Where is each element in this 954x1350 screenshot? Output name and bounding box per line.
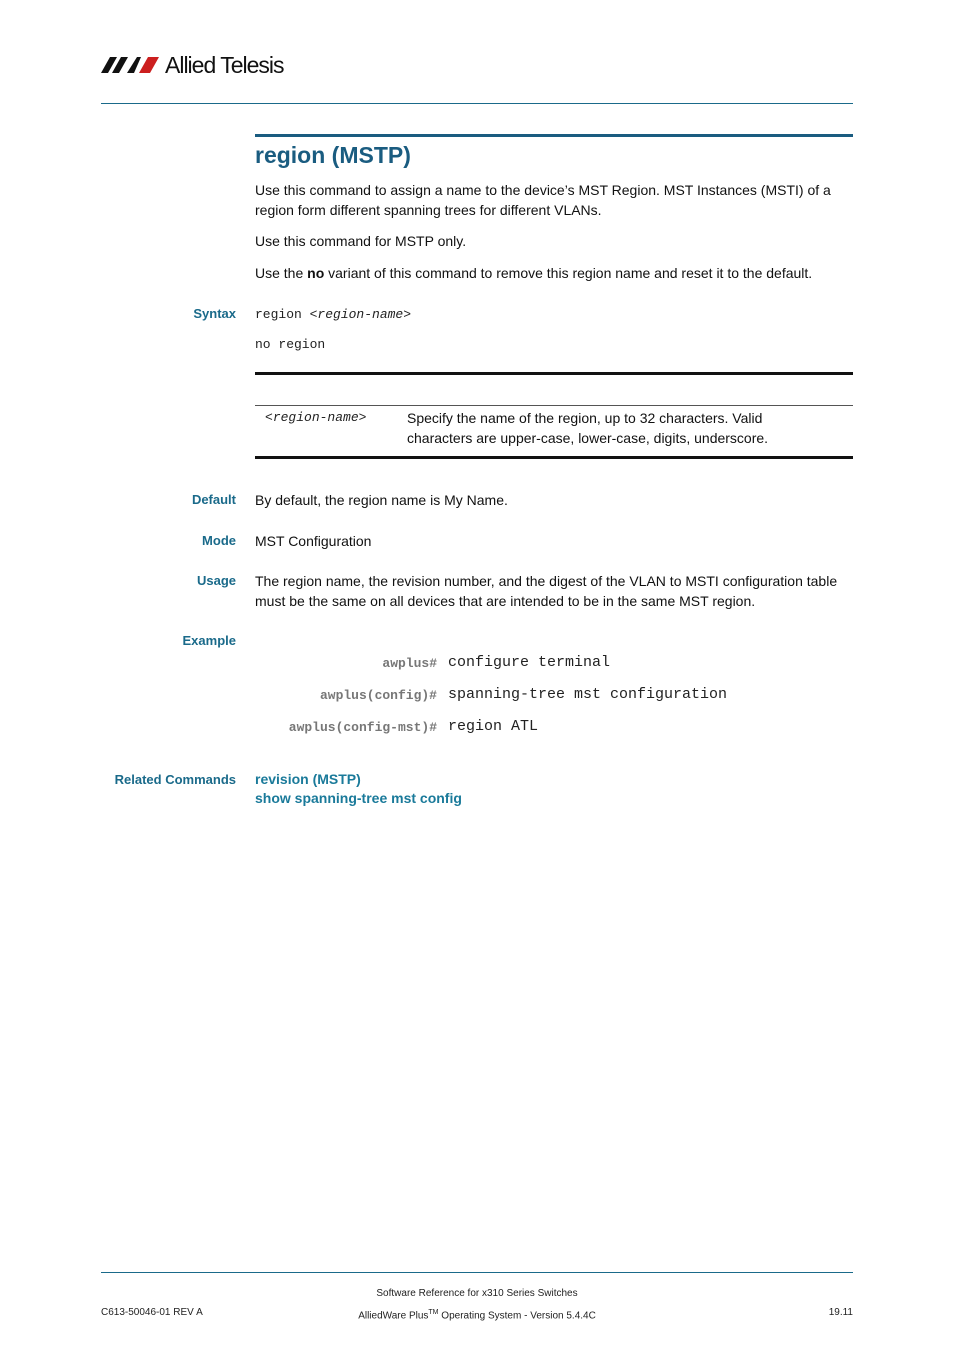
no-variant-paragraph [255, 263, 855, 283]
footer-version-text: Operating System - Version 5.4.4C [438, 1310, 596, 1322]
mode-label: Mode [202, 533, 236, 548]
allied-telesis-logo [101, 50, 301, 80]
default-text: By default, the region name is My Name. [255, 492, 508, 508]
no-variant-keyword: no [307, 265, 325, 281]
no-variant-suffix: variant of this command to remove this region name and reset it to the default. [324, 265, 813, 281]
example-prompt-1: awplus# [382, 656, 437, 671]
param-close: > [358, 410, 367, 425]
mode-text: MST Configuration [255, 533, 372, 549]
logo-mark-icon [101, 50, 163, 80]
param-open: < [265, 410, 273, 425]
usage-label: Usage [196, 573, 236, 588]
syntax-line-1 [255, 305, 411, 325]
related-link-show-config[interactable]: show spanning-tree mst config [255, 790, 462, 806]
example-command-3: region ATL [448, 718, 539, 735]
footer-version [277, 1306, 677, 1322]
header-divider [101, 103, 853, 104]
related-link-revision[interactable]: revision (MSTP) [255, 771, 361, 787]
intro-paragraph-1: Use this command to assign a name to the device’s MST Region. MST Instances (MSTI) of a region form different spanning trees for different VLANs. [255, 182, 831, 218]
param-description: Specify the name of the region, up to 32 characters. Valid characters are upper-case, lower-case, digits, underscore. [407, 410, 769, 446]
footer-page-number: 19.11 [828, 1307, 853, 1318]
related-commands-label: Related Commands [114, 772, 236, 787]
footer-trademark: TM [428, 1309, 439, 1316]
example-label: Example [182, 633, 236, 648]
param-name [265, 408, 366, 428]
page-title: region (MSTP) [255, 142, 411, 168]
syntax-param-close: > [403, 307, 412, 322]
footer-product: AlliedWare Plus [358, 1310, 429, 1322]
intro-paragraph-2: Use this command for MSTP only. [255, 233, 467, 249]
default-label: Default [191, 492, 236, 507]
syntax-command: region < [255, 307, 318, 322]
footer-title: Software Reference for x310 Series Switches [376, 1288, 578, 1299]
title-rule [255, 134, 853, 137]
example-command-1: configure terminal [448, 654, 611, 671]
syntax-param: region-name [317, 307, 404, 322]
no-variant-prefix: Use the [255, 265, 308, 281]
example-command-2: spanning-tree mst configuration [448, 686, 728, 703]
footer-divider [101, 1272, 853, 1273]
logo-text: Allied Telesis [165, 52, 284, 78]
param-text: region-name [272, 410, 359, 425]
syntax-line-2: no region [255, 337, 326, 352]
syntax-label: Syntax [193, 306, 236, 321]
table-top-rule [255, 372, 853, 375]
example-prompt-2: awplus(config)# [319, 688, 437, 703]
usage-text: The region name, the revision number, and the digest of the VLAN to MSTI configuration table must be the same on all devices that are intended to be in the same MST region. [255, 573, 838, 609]
example-prompt-3: awplus(config-mst)# [288, 720, 437, 735]
footer-doc-id: C613-50046-01 REV A [101, 1307, 203, 1318]
table-bottom-rule [255, 456, 853, 459]
table-header-rule [255, 405, 853, 406]
